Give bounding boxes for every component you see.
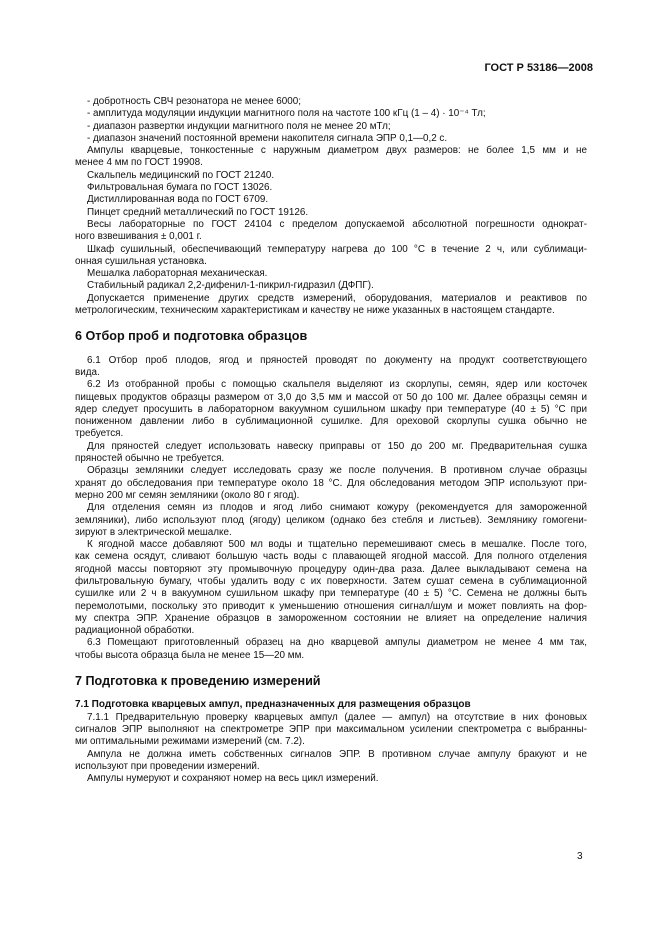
- list-item: - амплитуда модуляции индукции магнитного поля на частоте 100 кГц (1 – 4) · 10⁻⁴ Тл;: [87, 108, 486, 120]
- paragraph-6-1: 6.1 Отбор проб плодов, ягод и пряностей проводят по документу на продукт соответствующего вида.: [75, 354, 587, 378]
- paragraph-6-2: 6.2 Из отобранной пробы с помощью скальпеля выделяют из скорлупы, семян, ядер или косточек пищевых продуктов образцы размером от 3,0 до 3,5 мм и массой от 50 до 100 мг. Далее образцы семян и ядер следует просушить в лабораторном вакуумном сушильном шкафу при температуре (40 ± 5) °С при пониженном давлении либо в сублимационной сушилке. Для ореховой скорлупы сушка обычно не требуется.: [75, 379, 587, 440]
- paragraph-ampoule-numbering: Ампулы нумеруют и сохраняют номер на весь цикл измерений.: [87, 773, 379, 785]
- paragraph-strawberry: Образцы земляники следует исследовать сразу же после получения. В противном случае образцы хранят до обследования при температуре около 18 °С. Для обследования методом ЭПР используют при- мерно 200 мг семян земляники (около 80 г ягод).: [75, 465, 587, 501]
- list-item: - добротность СВЧ резонатора не менее 6000;: [87, 96, 302, 107]
- paragraph-spices: Для пряностей следует использовать навеску приправы от 150 до 200 мг. Предварительная сушка пряностей обычно не требуется.: [75, 440, 587, 465]
- page-content: [75, 96, 587, 785]
- paragraph-scalpel: Скальпель медицинский по ГОСТ 21240.: [87, 169, 275, 181]
- paragraph-ampuly: Ампулы кварцевые, тонкостенные с наружным диаметром двух размеров: не более 1,5 мм и не менее 4 мм по ГОСТ 19908.: [75, 145, 587, 169]
- list-item: - диапазон развертки индукции магнитного поля не менее 20 мТл;: [87, 120, 391, 132]
- paragraph-filter-paper: Фильтровальная бумага по ГОСТ 13026.: [87, 182, 273, 194]
- section-heading-7: 7 Подготовка к проведению измерений: [75, 674, 321, 689]
- paragraph-tweezers: Пинцет средний металлический по ГОСТ 19126.: [87, 206, 309, 218]
- page-number: 3: [577, 851, 583, 862]
- paragraph-scales: Весы лабораторные по ГОСТ 24104 с пределом допускаемой абсолютной погрешности однократ- ного взвешивания ± 0,001 г.: [75, 218, 587, 243]
- spectrometer-specs-list: [75, 96, 587, 145]
- paragraph-distilled-water: Дистиллированная вода по ГОСТ 6709.: [87, 194, 269, 206]
- paragraph-6-3: 6.3 Помещают приготовленный образец на дно кварцевой ампулы диаметром не менее 4 мм так, чтобы высота образца была не менее 15—20 мм.: [75, 637, 587, 661]
- subsection-heading-7-1: 7.1 Подготовка кварцевых ампул, предназначенных для размещения образцов: [75, 699, 471, 711]
- paragraph-7-1-1: 7.1.1 Предварительную проверку кварцевых ампул (далее — ампул) на отсутствие в них фоновых сигналов ЭПР выполняют на спектрометре ЭПР при максимальном усилении спектрометра с выбранны- ми оптимальными режимами измерений (см. 7.2).: [75, 711, 587, 748]
- paragraph-allowance: Допускается применение других средств измерений, оборудования, материалов и реактивов по метрологическим, техническим характеристикам и качеству не ниже указанных в настоящем стандарте.: [75, 292, 587, 317]
- list-item: - диапазон значений постоянной времени накопителя сигнала ЭПР 0,1—0,2 с.: [87, 132, 448, 144]
- paragraph-drying-cabinet: Шкаф сушильный, обеспечивающий температуру нагрева до 100 °С в течение 2 ч, или сублимаци- онная сушильная установка.: [75, 243, 587, 267]
- paragraph-ampoule-rejection: Ампула не должна иметь собственных сигналов ЭПР. В противном случае ампулу бракуют и не используют при проведении измерений.: [75, 748, 587, 772]
- paragraph-seed-separation: Для отделения семян из плодов и ягод либо снимают кожуру (рекомендуется для замороженной земляники), либо используют плод (ягоду) целиком (однако без стебля и листьев). Землянику гомогени- зируют в электрической мешалке.: [75, 502, 587, 538]
- paragraph-radical: Стабильный радикал 2,2-дифенил-1-пикрил-гидразил (ДФПГ).: [87, 280, 374, 292]
- paragraph-mixer: Мешалка лабораторная механическая.: [87, 268, 268, 280]
- section-heading-6: 6 Отбор проб и подготовка образцов: [75, 329, 308, 344]
- paragraph-berry-mass: К ягодной массе добавляют 500 мл воды и тщательно перемешивают смесь в мешалке. После того, как семена осядут, сливают большую часть воды с плавающей ягодной массой. Для полного отделения ягодной массы повторяют эту промывочную процедуру один-два раза. Далее выкладывают семена на фильтровальную бумагу, чтобы удалить воду с их поверхности. Затем сушат семена в сублимационной сушилке или 2 ч в вакуумном сушильном шкафу при температуре (40 ± 5) °С. Семена не должны быть перемолотыми, поскольку это приводит к уменьшению отношения сигнал/шум и может повлиять на фор- му спектра ЭПР. Хранение образцов в замороженном состоянии не влияет на определение наличия радиационной обработки.: [75, 539, 587, 637]
- page-header: ГОСТ Р 53186—2008: [484, 62, 593, 74]
